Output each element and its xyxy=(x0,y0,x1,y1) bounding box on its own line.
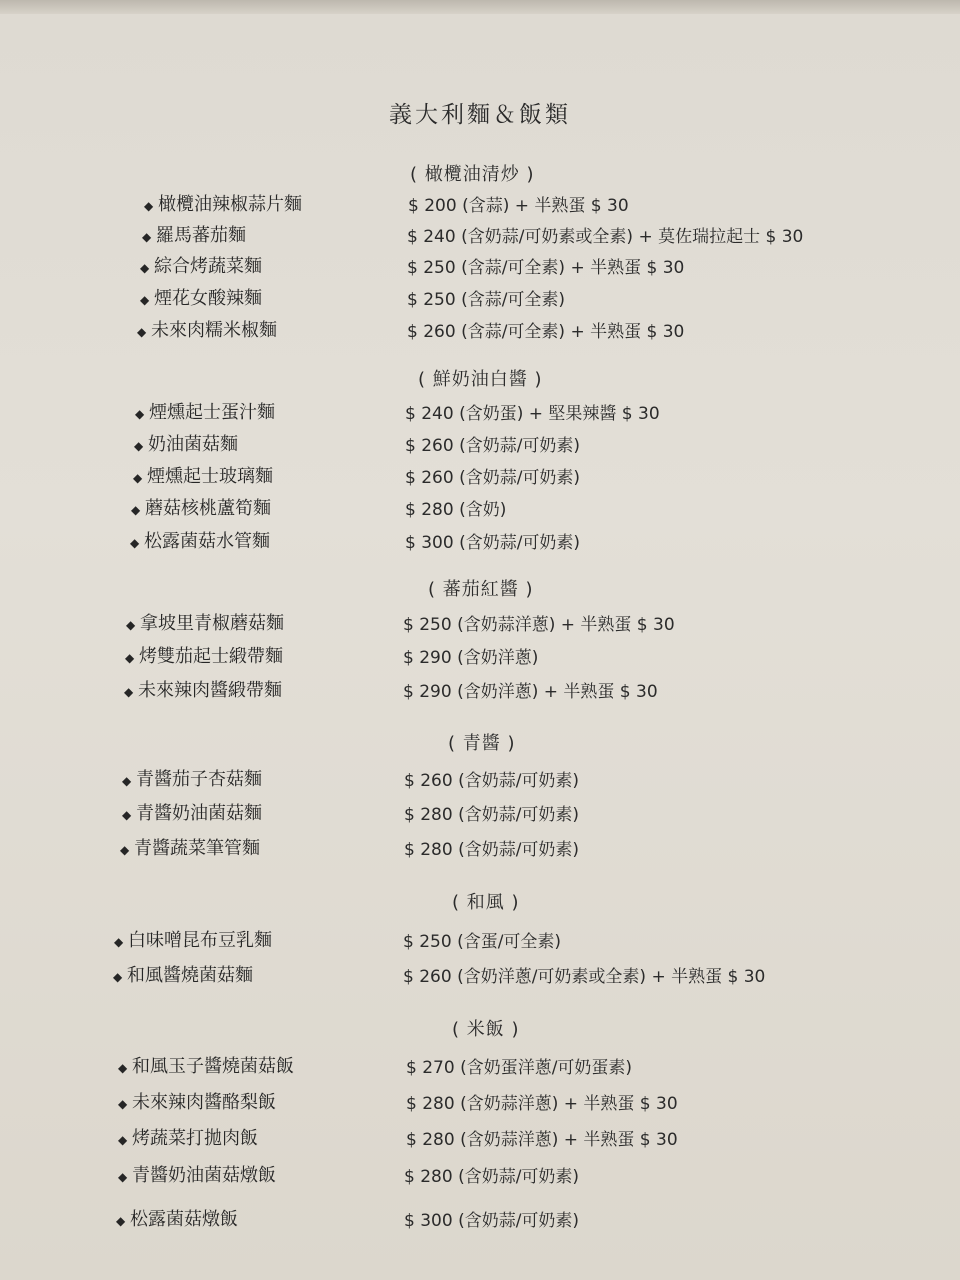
menu-item-price: $ 260 (含奶蒜/可奶素) xyxy=(405,468,581,488)
menu-item-name xyxy=(134,430,238,456)
menu-item-label: 奶油菌菇麵 xyxy=(148,434,238,455)
menu-item-price: $ 260 (含奶洋蔥/可奶素或全素) + 半熟蛋 $ 30 xyxy=(403,967,766,987)
menu-item-label: 煙燻起士玻璃麵 xyxy=(147,466,273,487)
menu-item-label: 煙燻起士蛋汁麵 xyxy=(149,402,275,423)
diamond-bullet-icon: ◆ xyxy=(134,439,144,453)
menu-item-price: $ 260 (含奶蒜/可奶素) xyxy=(405,436,581,456)
menu-item-label: 松露菌菇水管麵 xyxy=(144,531,270,552)
menu-item-label: 青醬奶油菌菇麵 xyxy=(136,803,262,824)
menu-item-name xyxy=(137,316,277,342)
diamond-bullet-icon: ◆ xyxy=(118,1061,128,1075)
menu-item-name xyxy=(135,398,275,424)
diamond-bullet-icon: ◆ xyxy=(124,685,134,699)
diamond-bullet-icon: ◆ xyxy=(144,199,154,213)
menu-item-name xyxy=(126,609,284,635)
menu-item-name xyxy=(144,190,302,216)
menu-item-label: 未來辣肉醬酪梨飯 xyxy=(132,1092,276,1113)
menu-item-price: $ 300 (含奶蒜/可奶素) xyxy=(405,533,581,553)
menu-item-name xyxy=(114,926,272,952)
menu-item-price: $ 200 (含蒜) + 半熟蛋 $ 30 xyxy=(408,196,629,216)
menu-item-price: $ 280 (含奶蒜/可奶素) xyxy=(404,805,580,825)
menu-item-name xyxy=(140,252,262,278)
menu-item-price: $ 280 (含奶蒜洋蔥) + 半熟蛋 $ 30 xyxy=(406,1094,678,1114)
menu-item-name xyxy=(125,642,283,668)
menu-item-name xyxy=(142,221,246,247)
page-title: 義大利麵＆飯類 xyxy=(389,102,571,128)
menu-item-name xyxy=(140,284,262,310)
diamond-bullet-icon: ◆ xyxy=(114,935,124,949)
menu-item-label: 烤蔬菜打拋肉飯 xyxy=(132,1128,258,1149)
section-heading: ( 和風 ) xyxy=(452,892,520,913)
menu-item-label: 橄欖油辣椒蒜片麵 xyxy=(158,194,302,215)
diamond-bullet-icon: ◆ xyxy=(122,774,132,788)
diamond-bullet-icon: ◆ xyxy=(133,471,143,485)
diamond-bullet-icon: ◆ xyxy=(142,230,152,244)
menu-item-price: $ 250 (含奶蒜洋蔥) + 半熟蛋 $ 30 xyxy=(403,615,675,635)
menu-item-name xyxy=(122,799,262,825)
diamond-bullet-icon: ◆ xyxy=(140,293,150,307)
menu-item-name xyxy=(130,527,270,553)
menu-item-name xyxy=(133,462,273,488)
menu-item-price: $ 270 (含奶蛋洋蔥/可奶蛋素) xyxy=(406,1058,633,1078)
diamond-bullet-icon: ◆ xyxy=(120,843,130,857)
diamond-bullet-icon: ◆ xyxy=(126,618,136,632)
section-heading: ( 青醬 ) xyxy=(448,733,516,754)
diamond-bullet-icon: ◆ xyxy=(131,503,141,517)
diamond-bullet-icon: ◆ xyxy=(113,970,123,984)
menu-item-price: $ 250 (含蛋/可全素) xyxy=(403,932,562,952)
menu-item-name xyxy=(118,1161,276,1187)
menu-item-label: 蘑菇核桃蘆筍麵 xyxy=(145,498,271,519)
diamond-bullet-icon: ◆ xyxy=(137,325,147,339)
diamond-bullet-icon: ◆ xyxy=(118,1133,128,1147)
section-heading: ( 米飯 ) xyxy=(452,1019,520,1040)
menu-item-label: 和風玉子醬燒菌菇飯 xyxy=(132,1056,294,1077)
menu-item-label: 烤雙茄起士緞帶麵 xyxy=(139,646,283,667)
menu-item-label: 未來辣肉醬緞帶麵 xyxy=(138,680,282,701)
menu-item-label: 青醬奶油菌菇燉飯 xyxy=(132,1165,276,1186)
menu-item-price: $ 260 (含蒜/可全素) + 半熟蛋 $ 30 xyxy=(407,322,685,342)
menu-item-label: 和風醬燒菌菇麵 xyxy=(127,965,253,986)
page-top-edge xyxy=(0,0,960,14)
menu-item-price: $ 240 (含奶蛋) + 堅果辣醬 $ 30 xyxy=(405,404,660,424)
menu-item-label: 白味噌昆布豆乳麵 xyxy=(128,930,272,951)
diamond-bullet-icon: ◆ xyxy=(118,1170,128,1184)
diamond-bullet-icon: ◆ xyxy=(118,1097,128,1111)
menu-item-label: 煙花女酸辣麵 xyxy=(154,288,262,309)
menu-item-label: 綜合烤蔬菜麵 xyxy=(154,256,262,277)
menu-item-price: $ 290 (含奶洋蔥) xyxy=(403,648,539,668)
menu-item-name xyxy=(118,1124,258,1150)
menu-item-price: $ 300 (含奶蒜/可奶素) xyxy=(404,1211,580,1231)
menu-item-name xyxy=(124,676,282,702)
menu-item-name xyxy=(120,834,260,860)
menu-item-label: 松露菌菇燉飯 xyxy=(130,1209,238,1230)
menu-item-label: 青醬蔬菜筆管麵 xyxy=(134,838,260,859)
menu-item-price: $ 280 (含奶蒜/可奶素) xyxy=(404,840,580,860)
menu-item-name xyxy=(113,961,253,987)
section-heading: ( 鮮奶油白醬 ) xyxy=(418,369,543,390)
menu-item-name xyxy=(131,494,271,520)
menu-item-name xyxy=(118,1088,276,1114)
diamond-bullet-icon: ◆ xyxy=(125,651,135,665)
menu-item-price: $ 260 (含奶蒜/可奶素) xyxy=(404,771,580,791)
diamond-bullet-icon: ◆ xyxy=(122,808,132,822)
menu-item-name xyxy=(118,1052,294,1078)
diamond-bullet-icon: ◆ xyxy=(140,261,150,275)
menu-item-label: 羅馬蕃茄麵 xyxy=(156,225,246,246)
diamond-bullet-icon: ◆ xyxy=(130,536,140,550)
menu-item-name xyxy=(116,1205,238,1231)
menu-item-price: $ 290 (含奶洋蔥) + 半熟蛋 $ 30 xyxy=(403,682,658,702)
section-heading: ( 蕃茄紅醬 ) xyxy=(428,579,534,600)
menu-item-name xyxy=(122,765,262,791)
menu-item-price: $ 280 (含奶蒜洋蔥) + 半熟蛋 $ 30 xyxy=(406,1130,678,1150)
menu-item-label: 未來肉糯米椒麵 xyxy=(151,320,277,341)
menu-item-label: 拿坡里青椒蘑菇麵 xyxy=(140,613,284,634)
diamond-bullet-icon: ◆ xyxy=(116,1214,126,1228)
menu-item-price: $ 280 (含奶) xyxy=(405,500,507,520)
menu-item-price: $ 280 (含奶蒜/可奶素) xyxy=(404,1167,580,1187)
menu-item-price: $ 250 (含蒜/可全素) xyxy=(407,290,566,310)
menu-item-price: $ 240 (含奶蒜/可奶素或全素) + 莫佐瑞拉起士 $ 30 xyxy=(407,227,804,247)
section-heading: ( 橄欖油清炒 ) xyxy=(410,164,535,185)
diamond-bullet-icon: ◆ xyxy=(135,407,145,421)
menu-item-label: 青醬茄子杏菇麵 xyxy=(136,769,262,790)
menu-item-price: $ 250 (含蒜/可全素) + 半熟蛋 $ 30 xyxy=(407,258,685,278)
